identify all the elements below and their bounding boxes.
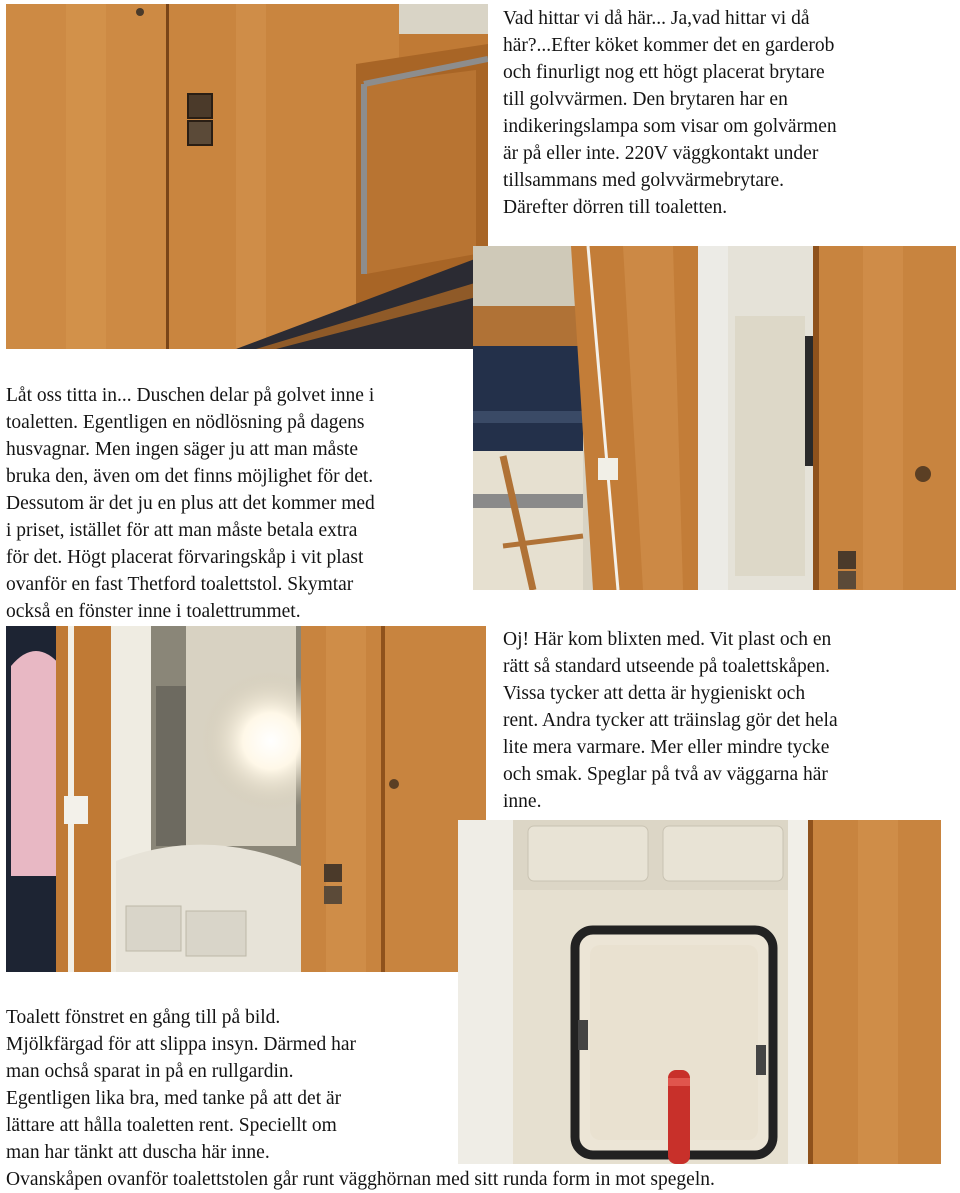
caption-overhead-cabinets: Ovanskåpen ovanför toalettstolen går runt vägghörnan med sitt runda form in mot spegeln.	[6, 1169, 715, 1190]
photo-toilet-flash	[6, 626, 486, 972]
text-block-window: Toalett fönstret en gång till på bild. Mjölkfärgad för att slippa insyn. Därmed har man ochså sparat in på en rullgardin. Egentligen lika bra, med tanke på att det är lättare att hålla toaletten rent. Speciellt om man har tänkt att duscha här inne.	[6, 1007, 357, 1163]
photo-toilet-door	[473, 246, 956, 590]
text-block-shower: Låt oss titta in... Duschen delar på golvet inne i toaletten. Egentligen en nödlösning på dagens husvagnar. Men ingen säger ju att man måste bruka den, även om det finns möjlighet för det. Dessutom är det ju en plus att det kommer med i priset, istället för att man måste betala extra för det. Högt placerat förvaringskåp i vit plast ovanför en fast Thetford toalettstol. Skymtar också en fönster inne i toalettrummet.	[6, 385, 375, 622]
text-block-flash: Oj! Här kom blixten med. Vit plast och en rätt så standard utseende på toalettskåpen. Vissa tycker att detta är hygieniskt och rent. Andra tycker att träinslag gör det hela lite mera varmare. Mer eller mindre tycke och smak. Speglar på två av väggarna här inne.	[503, 629, 838, 812]
text-block-wardrobe: Vad hittar vi då här... Ja,vad hittar vi då här?...Efter köket kommer det en garderob och finurligt nog ett högt placerat brytare till golvvärmen. Den brytaren har en indikeringslampa som visar om golvärmen är på eller inte. 220V väggkontakt under tillsammans med golvvärmebrytare. Därefter dörren till toaletten.	[503, 8, 837, 218]
photo-wardrobe-switch	[6, 4, 488, 349]
photo-toilet-window	[458, 820, 941, 1164]
